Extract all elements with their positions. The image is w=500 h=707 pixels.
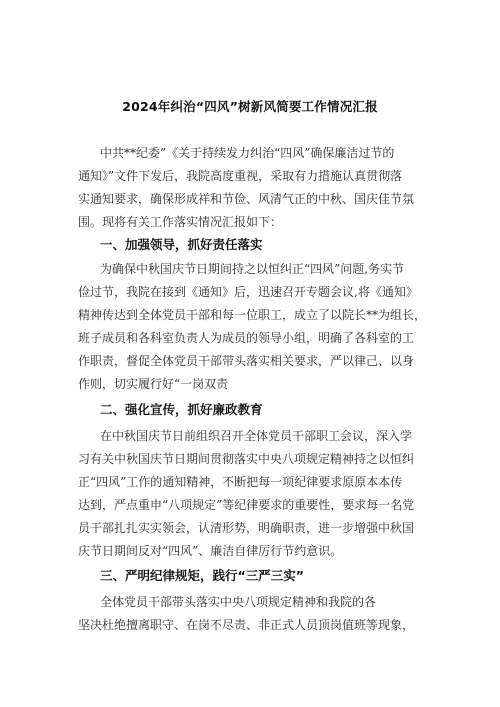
section-line: 俭过节，我院在接到《通知》后，迅速召开专题会议,将《通知》 bbox=[78, 285, 418, 299]
section-line: 达到，严点重申“八项规定”等纪律要求的重要性，要求每一名党 bbox=[78, 498, 415, 512]
intro-line: 围。现将有关工作落实情况汇报如下： bbox=[78, 215, 283, 229]
intro-line: 实通知要求，确保形成祥和节俭、风清气正的中秋、国庆佳节氛 bbox=[78, 192, 415, 206]
section-line: 班子成员和各科室负责人为成员的领导小组，明确了各科室的工 bbox=[78, 331, 415, 345]
section-line: 作则，切实履行好“一岗双责 bbox=[78, 377, 229, 391]
section-line: 全体党员干部带头落实中央八项规定精神和我院的各 bbox=[100, 595, 377, 609]
section-line: 正“四风”工作的通知精神，不断把每一项纪律要求原原本本传 bbox=[78, 475, 403, 489]
section-heading: 二、强化宣传，抓好廉政教育 bbox=[100, 402, 263, 417]
section-line: 作职责，督促全体党员干部带头落实相关要求，严以律己、以身 bbox=[78, 354, 415, 368]
section-line: 精神传达到全体党员干部和每一位职工，成立了以院长**为组长， bbox=[78, 308, 427, 322]
section-heading: 三、严明纪律规矩，践行“三严三实” bbox=[100, 568, 304, 583]
section-line: 为确保中秋国庆节日期间持之以恒纠正“四风”问题,务实节 bbox=[100, 262, 405, 276]
section-line: 庆节日期间反对“四风”、廉洁自律厉行节约意识。 bbox=[78, 544, 343, 558]
section-heading: 一、加强领导，抓好责任落实 bbox=[100, 237, 263, 252]
section-line: 习有关中秋国庆节日期间贯彻落实中央八项规定精神持之以恒纠 bbox=[78, 452, 415, 466]
intro-line: 通知》”文件下发后，我院高度重视，采取有力措施认真贯彻落 bbox=[78, 169, 403, 183]
section-line: 员干部扎扎实实领会，认清形势，明确职责，进一步增强中秋国 bbox=[78, 521, 415, 535]
section-line: 在中秋国庆节日前组织召开全体党员干部职工会议，深入学 bbox=[100, 429, 413, 443]
section-line: 坚决杜绝擅离职守、在岗不尽责、非正式人员顶岗值班等现象， bbox=[78, 618, 415, 632]
intro-line: 中共**纪委”《关于持续发力纠治“四风”确保廉洁过节的 bbox=[100, 146, 395, 160]
document-title: 2024年纠治“四风”树新风简要工作情况汇报 bbox=[122, 99, 378, 114]
